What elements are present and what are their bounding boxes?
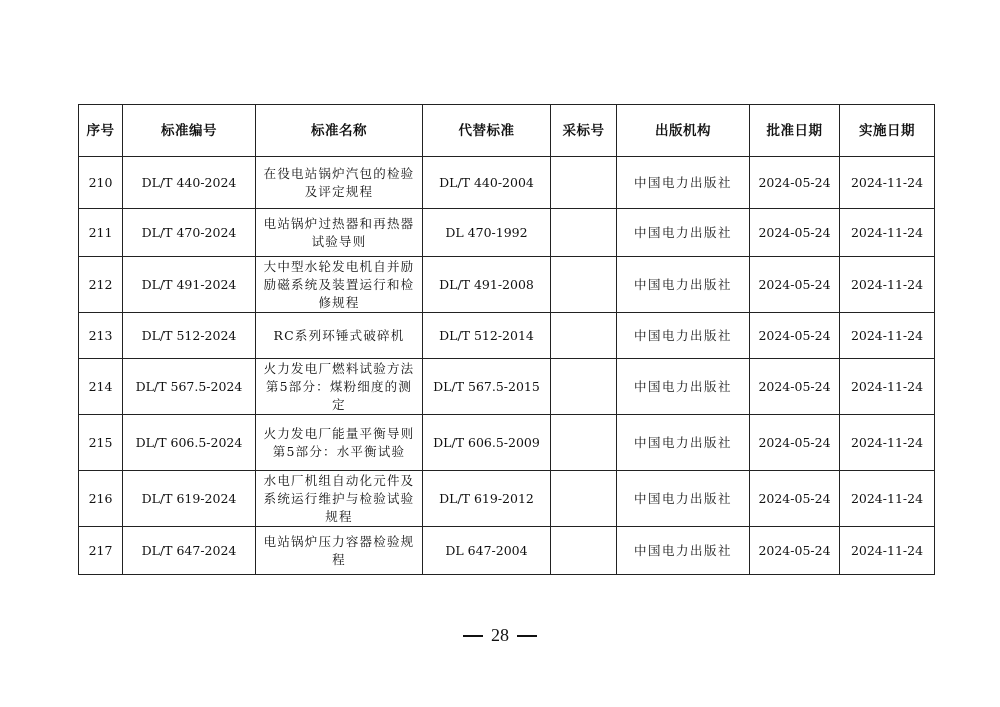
cell-effective-date: 2024-11-24 xyxy=(840,257,935,313)
cell-standard-name: 火力发电厂燃料试验方法 第5部分：煤粉细度的测定 xyxy=(256,359,423,415)
cell-standard-code: DL/T 619-2024 xyxy=(123,471,256,527)
table-row xyxy=(79,527,935,575)
cell-effective-date: 2024-11-24 xyxy=(840,359,935,415)
cell-standard-code: DL/T 491-2024 xyxy=(123,257,256,313)
cell-seq: 212 xyxy=(79,257,123,313)
cell-effective-date: 2024-11-24 xyxy=(840,209,935,257)
cell-seq: 217 xyxy=(79,527,123,575)
cell-approval-date: 2024-05-24 xyxy=(750,359,840,415)
cell-seq: 215 xyxy=(79,415,123,471)
cell-standard-name: 电站锅炉压力容器检验规程 xyxy=(256,527,423,575)
cell-approval-date: 2024-05-24 xyxy=(750,257,840,313)
header-replaced-standard: 代替标准 xyxy=(423,105,551,157)
cell-publisher: 中国电力出版社 xyxy=(617,471,750,527)
cell-approval-date: 2024-05-24 xyxy=(750,527,840,575)
header-adopted-standard: 采标号 xyxy=(551,105,617,157)
cell-publisher: 中国电力出版社 xyxy=(617,209,750,257)
cell-replaced-standard: DL/T 619-2012 xyxy=(423,471,551,527)
cell-publisher: 中国电力出版社 xyxy=(617,157,750,209)
cell-standard-name: RC系列环锤式破碎机 xyxy=(256,313,423,359)
cell-approval-date: 2024-05-24 xyxy=(750,313,840,359)
cell-replaced-standard: DL 647-2004 xyxy=(423,527,551,575)
cell-adopted-standard xyxy=(551,527,617,575)
cell-standard-name: 电站锅炉过热器和再热器试验导则 xyxy=(256,209,423,257)
cell-seq: 211 xyxy=(79,209,123,257)
cell-standard-code: DL/T 440-2024 xyxy=(123,157,256,209)
cell-replaced-standard: DL/T 491-2008 xyxy=(423,257,551,313)
cell-standard-code: DL/T 606.5-2024 xyxy=(123,415,256,471)
header-approval-date: 批准日期 xyxy=(750,105,840,157)
cell-replaced-standard: DL/T 512-2014 xyxy=(423,313,551,359)
table-header-row xyxy=(79,105,935,157)
cell-seq: 210 xyxy=(79,157,123,209)
page-number: 28 xyxy=(491,625,509,645)
cell-standard-code: DL/T 512-2024 xyxy=(123,313,256,359)
cell-effective-date: 2024-11-24 xyxy=(840,415,935,471)
cell-effective-date: 2024-11-24 xyxy=(840,471,935,527)
cell-standard-name: 在役电站锅炉汽包的检验及评定规程 xyxy=(256,157,423,209)
table-row xyxy=(79,471,935,527)
header-effective-date: 实施日期 xyxy=(840,105,935,157)
cell-publisher: 中国电力出版社 xyxy=(617,257,750,313)
cell-effective-date: 2024-11-24 xyxy=(840,157,935,209)
cell-standard-code: DL/T 567.5-2024 xyxy=(123,359,256,415)
cell-adopted-standard xyxy=(551,157,617,209)
cell-approval-date: 2024-05-24 xyxy=(750,209,840,257)
cell-seq: 214 xyxy=(79,359,123,415)
header-standard-name: 标准名称 xyxy=(256,105,423,157)
table-row xyxy=(79,415,935,471)
cell-seq: 216 xyxy=(79,471,123,527)
cell-standard-name: 火力发电厂能量平衡导则 第5部分：水平衡试验 xyxy=(256,415,423,471)
cell-publisher: 中国电力出版社 xyxy=(617,359,750,415)
cell-replaced-standard: DL/T 606.5-2009 xyxy=(423,415,551,471)
cell-publisher: 中国电力出版社 xyxy=(617,415,750,471)
header-publisher: 出版机构 xyxy=(617,105,750,157)
cell-replaced-standard: DL/T 440-2004 xyxy=(423,157,551,209)
cell-adopted-standard xyxy=(551,209,617,257)
cell-adopted-standard xyxy=(551,359,617,415)
cell-approval-date: 2024-05-24 xyxy=(750,157,840,209)
cell-approval-date: 2024-05-24 xyxy=(750,471,840,527)
cell-adopted-standard xyxy=(551,313,617,359)
cell-publisher: 中国电力出版社 xyxy=(617,527,750,575)
cell-approval-date: 2024-05-24 xyxy=(750,415,840,471)
cell-effective-date: 2024-11-24 xyxy=(840,313,935,359)
cell-standard-name: 大中型水轮发电机自并励励磁系统及装置运行和检修规程 xyxy=(256,257,423,313)
cell-adopted-standard xyxy=(551,415,617,471)
cell-standard-name: 水电厂机组自动化元件及系统运行维护与检验试验规程 xyxy=(256,471,423,527)
header-seq: 序号 xyxy=(79,105,123,157)
cell-replaced-standard: DL/T 567.5-2015 xyxy=(423,359,551,415)
header-standard-code: 标准编号 xyxy=(123,105,256,157)
table-row xyxy=(79,359,935,415)
cell-standard-code: DL/T 647-2024 xyxy=(123,527,256,575)
cell-seq: 213 xyxy=(79,313,123,359)
page-footer xyxy=(0,624,1000,647)
standards-table xyxy=(78,104,935,575)
footer-dash-left xyxy=(463,635,483,637)
cell-adopted-standard xyxy=(551,471,617,527)
cell-replaced-standard: DL 470-1992 xyxy=(423,209,551,257)
cell-effective-date: 2024-11-24 xyxy=(840,527,935,575)
footer-dash-right xyxy=(517,635,537,637)
table-row xyxy=(79,209,935,257)
table-row xyxy=(79,313,935,359)
cell-standard-code: DL/T 470-2024 xyxy=(123,209,256,257)
table-row xyxy=(79,257,935,313)
cell-adopted-standard xyxy=(551,257,617,313)
cell-publisher: 中国电力出版社 xyxy=(617,313,750,359)
table-row xyxy=(79,157,935,209)
